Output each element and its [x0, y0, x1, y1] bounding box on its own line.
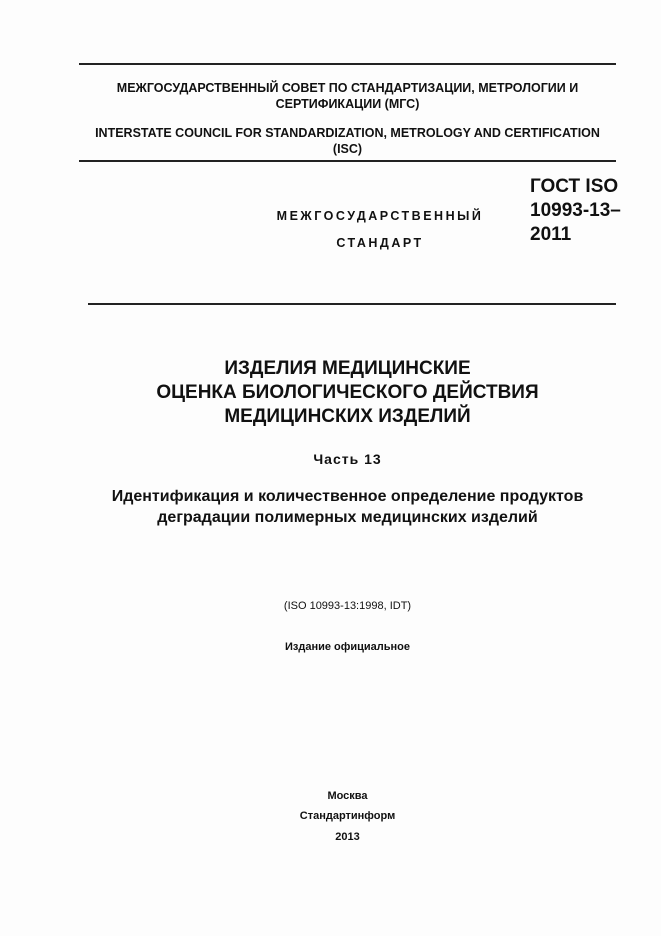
publication-city: Москва — [327, 790, 368, 802]
standard-code — [530, 175, 640, 247]
standard-type-line2: СТАНДАРТ — [336, 236, 424, 250]
standard-code-line3: 2011 — [530, 224, 572, 245]
publisher-name: Стандартинформ — [299, 810, 396, 822]
document-subtitle — [60, 486, 635, 528]
title-line1: ИЗДЕЛИЯ МЕДИЦИНСКИЕ — [224, 358, 471, 379]
header-rule — [79, 160, 616, 162]
top-rule — [79, 63, 616, 65]
subtitle-line1: Идентификация и количественное определение продуктов — [111, 488, 584, 505]
iso-reference: (ISO 10993-13:1998, IDT) — [283, 600, 412, 612]
standard-code-line2: 10993-13– — [530, 200, 621, 221]
part-number: Часть 13 — [313, 451, 382, 467]
council-name-ru: МЕЖГОСУДАРСТВЕННЫЙ СОВЕТ ПО СТАНДАРТИЗАЦИИ, МЕТРОЛОГИИ И СЕРТИФИКАЦИИ (МГС) — [116, 81, 579, 111]
council-name-en: INTERSTATE COUNCIL FOR STANDARDIZATION, METROLOGY AND CERTIFICATION (ISC) — [95, 126, 600, 156]
document-title — [70, 357, 625, 429]
standard-type-line1: МЕЖГОСУДАРСТВЕННЫЙ — [276, 209, 484, 223]
publication-year: 2013 — [335, 831, 360, 843]
subtitle-line2: деградации полимерных медицинских изделий — [157, 509, 538, 526]
edition-note: Издание официальное — [284, 641, 411, 653]
title-rule — [88, 303, 616, 305]
title-line2: ОЦЕНКА БИОЛОГИЧЕСКОГО ДЕЙСТВИЯ — [156, 382, 539, 403]
title-line3: МЕДИЦИНСКИХ ИЗДЕЛИЙ — [224, 406, 471, 427]
standard-code-line1: ГОСТ ISO — [530, 176, 619, 197]
